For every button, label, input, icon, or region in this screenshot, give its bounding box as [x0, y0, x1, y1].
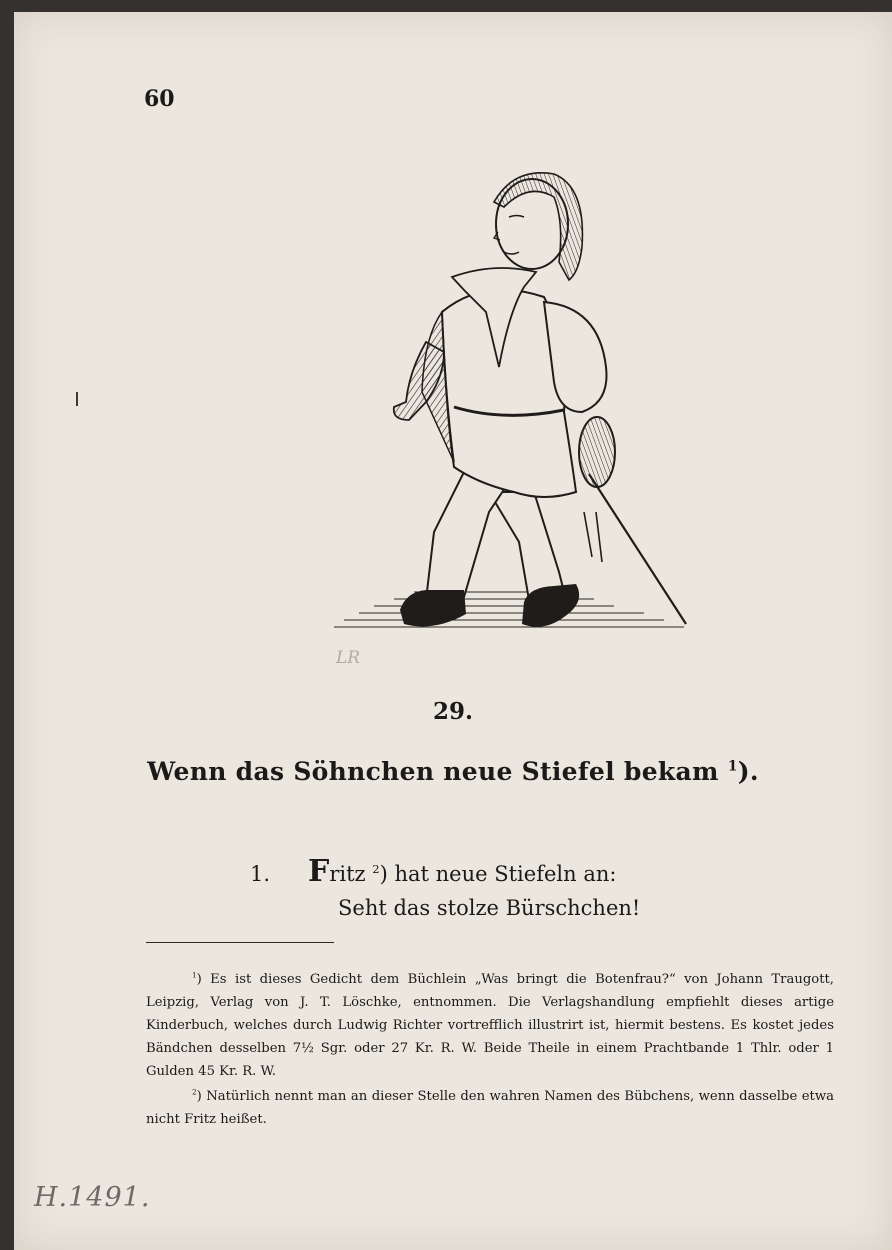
title-note-mark: 1 [727, 758, 738, 775]
footnote-1-mark: 1 [192, 970, 197, 980]
poem-number: 29. [432, 698, 473, 725]
verse-dropcap: F [308, 854, 330, 889]
footnote-2-mark: 2 [192, 1087, 197, 1097]
book-page [14, 12, 892, 1250]
poem-title-text: Wenn das Söhnchen neue Stiefel bekam [147, 757, 719, 786]
footnote-2-text: ) Natürlich nennt man an dieser Stelle den wahren Namen des Bübchens, wenn dasselbe etwa nicht Fritz heißet. [146, 1089, 834, 1127]
page-number: 60 [144, 86, 175, 112]
footnote-1 [146, 968, 834, 1083]
handwritten-inscription: H.1491. [34, 1182, 151, 1213]
title-suffix: ). [737, 757, 759, 786]
footnote-divider [146, 942, 334, 943]
margin-mark [76, 392, 78, 406]
verse-line-1 [250, 855, 640, 891]
verse-note-mark: 2 [372, 862, 380, 876]
artist-monogram: LR [336, 648, 361, 668]
verse-number: 1. [250, 862, 271, 886]
verse-line1-rest: ritz [329, 862, 366, 886]
boy-illustration-icon [314, 162, 704, 652]
footnote-1-text: ) Es ist dieses Gedicht dem Büchlein „Was bringt die Botenfrau?“ von Johann Traugott, Leipzig, Verlag von J. T. Löschke, entnommen. Die Verlagshandlung empfiehlt dieses artige Kinderbuch, welches durch Ludwig Richter vortrefflich illustrirt ist, hiermit bestens. Es kostet jedes Bändchen desselben 7½ Sgr. oder 27 Kr. R. W. Beide Theile in einem Prachtbande 1 Thlr. oder 1 Gulden 45 Kr. R. W. [146, 972, 834, 1079]
verse-line1-after: ) hat neue Stiefeln an: [379, 862, 617, 886]
footnotes [146, 968, 834, 1133]
verse-line-2: Seht das stolze Bürschchen! [338, 896, 641, 920]
poem-title [14, 757, 892, 786]
woodcut-illustration [314, 162, 704, 652]
verse [250, 855, 640, 925]
footnote-2 [146, 1085, 834, 1131]
